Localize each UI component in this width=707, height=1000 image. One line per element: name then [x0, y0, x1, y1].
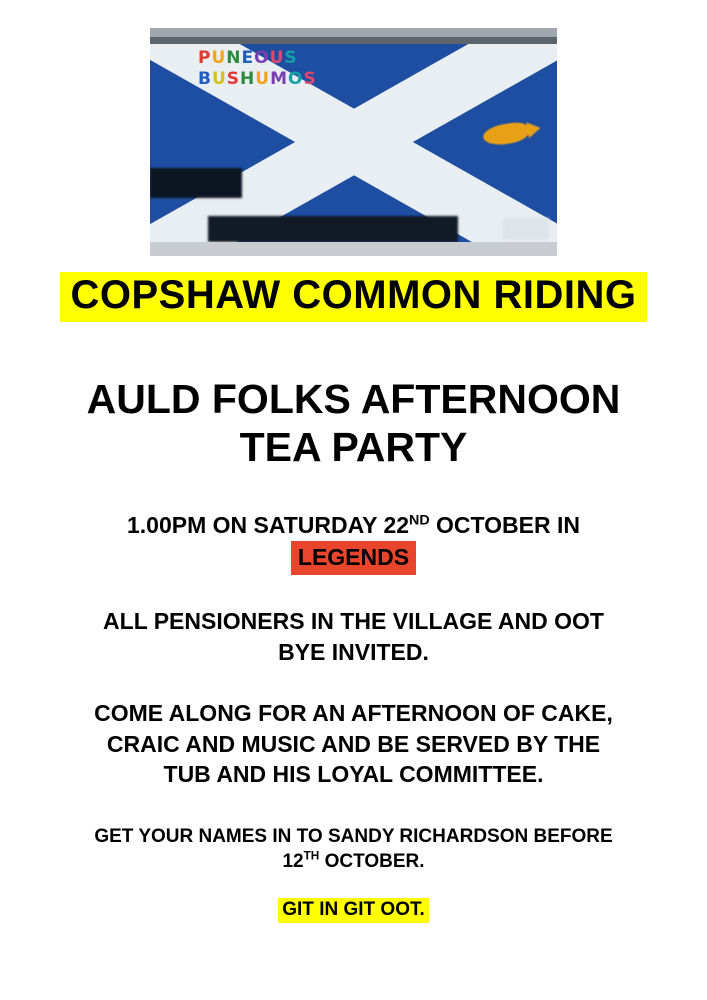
headline-line-2: TEA PARTY	[239, 424, 468, 471]
photo-top-rail	[150, 28, 557, 44]
rsvp-line-1: GET YOUR NAMES IN TO SANDY RICHARDSON BEFORE	[94, 826, 613, 847]
event-time-suffix: OCTOBER IN	[429, 512, 581, 538]
photo-pale-mark	[503, 218, 549, 240]
event-datetime-line	[0, 510, 707, 541]
rsvp-deadline-day: 12	[282, 851, 304, 873]
banner-letters-line-1: PUNEOUS	[198, 48, 298, 68]
rsvp-line-2	[40, 849, 667, 874]
saltire-flag-photo	[150, 28, 557, 256]
headline-line-1: AULD FOLKS AFTERNOON	[86, 376, 621, 422]
invitation-line-1: ALL PENSIONERS IN THE VILLAGE AND OOT	[103, 608, 604, 634]
banner-letters-line-2: BUSHUMOS	[198, 69, 317, 89]
description-paragraph	[40, 698, 667, 790]
rsvp-deadline-month: OCTOBER.	[319, 851, 425, 873]
footer-slogan-text: GIT IN GIT OOT.	[278, 898, 429, 923]
photo-dark-blur-left	[150, 168, 242, 198]
colourful-banner-letters	[198, 50, 398, 88]
description-line-2: CRAIC AND MUSIC AND BE SERVED BY THE	[106, 730, 601, 757]
description-line-3: TUB AND HIS LOYAL COMMITTEE.	[163, 761, 544, 788]
invitation-line-2: BYE INVITED.	[278, 638, 429, 665]
event-venue-line	[0, 541, 707, 575]
photo-dark-blur-bottom	[208, 216, 458, 242]
rsvp-paragraph	[40, 824, 667, 875]
event-date-ordinal: ND	[409, 512, 430, 529]
event-title-text: COPSHAW COMMON RIDING	[60, 272, 646, 322]
rsvp-deadline-ordinal: TH	[303, 849, 320, 863]
event-venue-name: LEGENDS	[291, 541, 416, 575]
event-time-prefix: 1.00PM ON SATURDAY 22	[126, 512, 410, 538]
invitation-paragraph	[40, 606, 667, 667]
page-title	[0, 375, 707, 472]
footer-slogan	[0, 898, 707, 923]
event-datetime-venue	[0, 510, 707, 575]
photo-bottom-rail	[150, 242, 557, 256]
description-line-1: COME ALONG FOR AN AFTERNOON OF CAKE,	[94, 700, 613, 726]
event-title	[0, 272, 707, 322]
